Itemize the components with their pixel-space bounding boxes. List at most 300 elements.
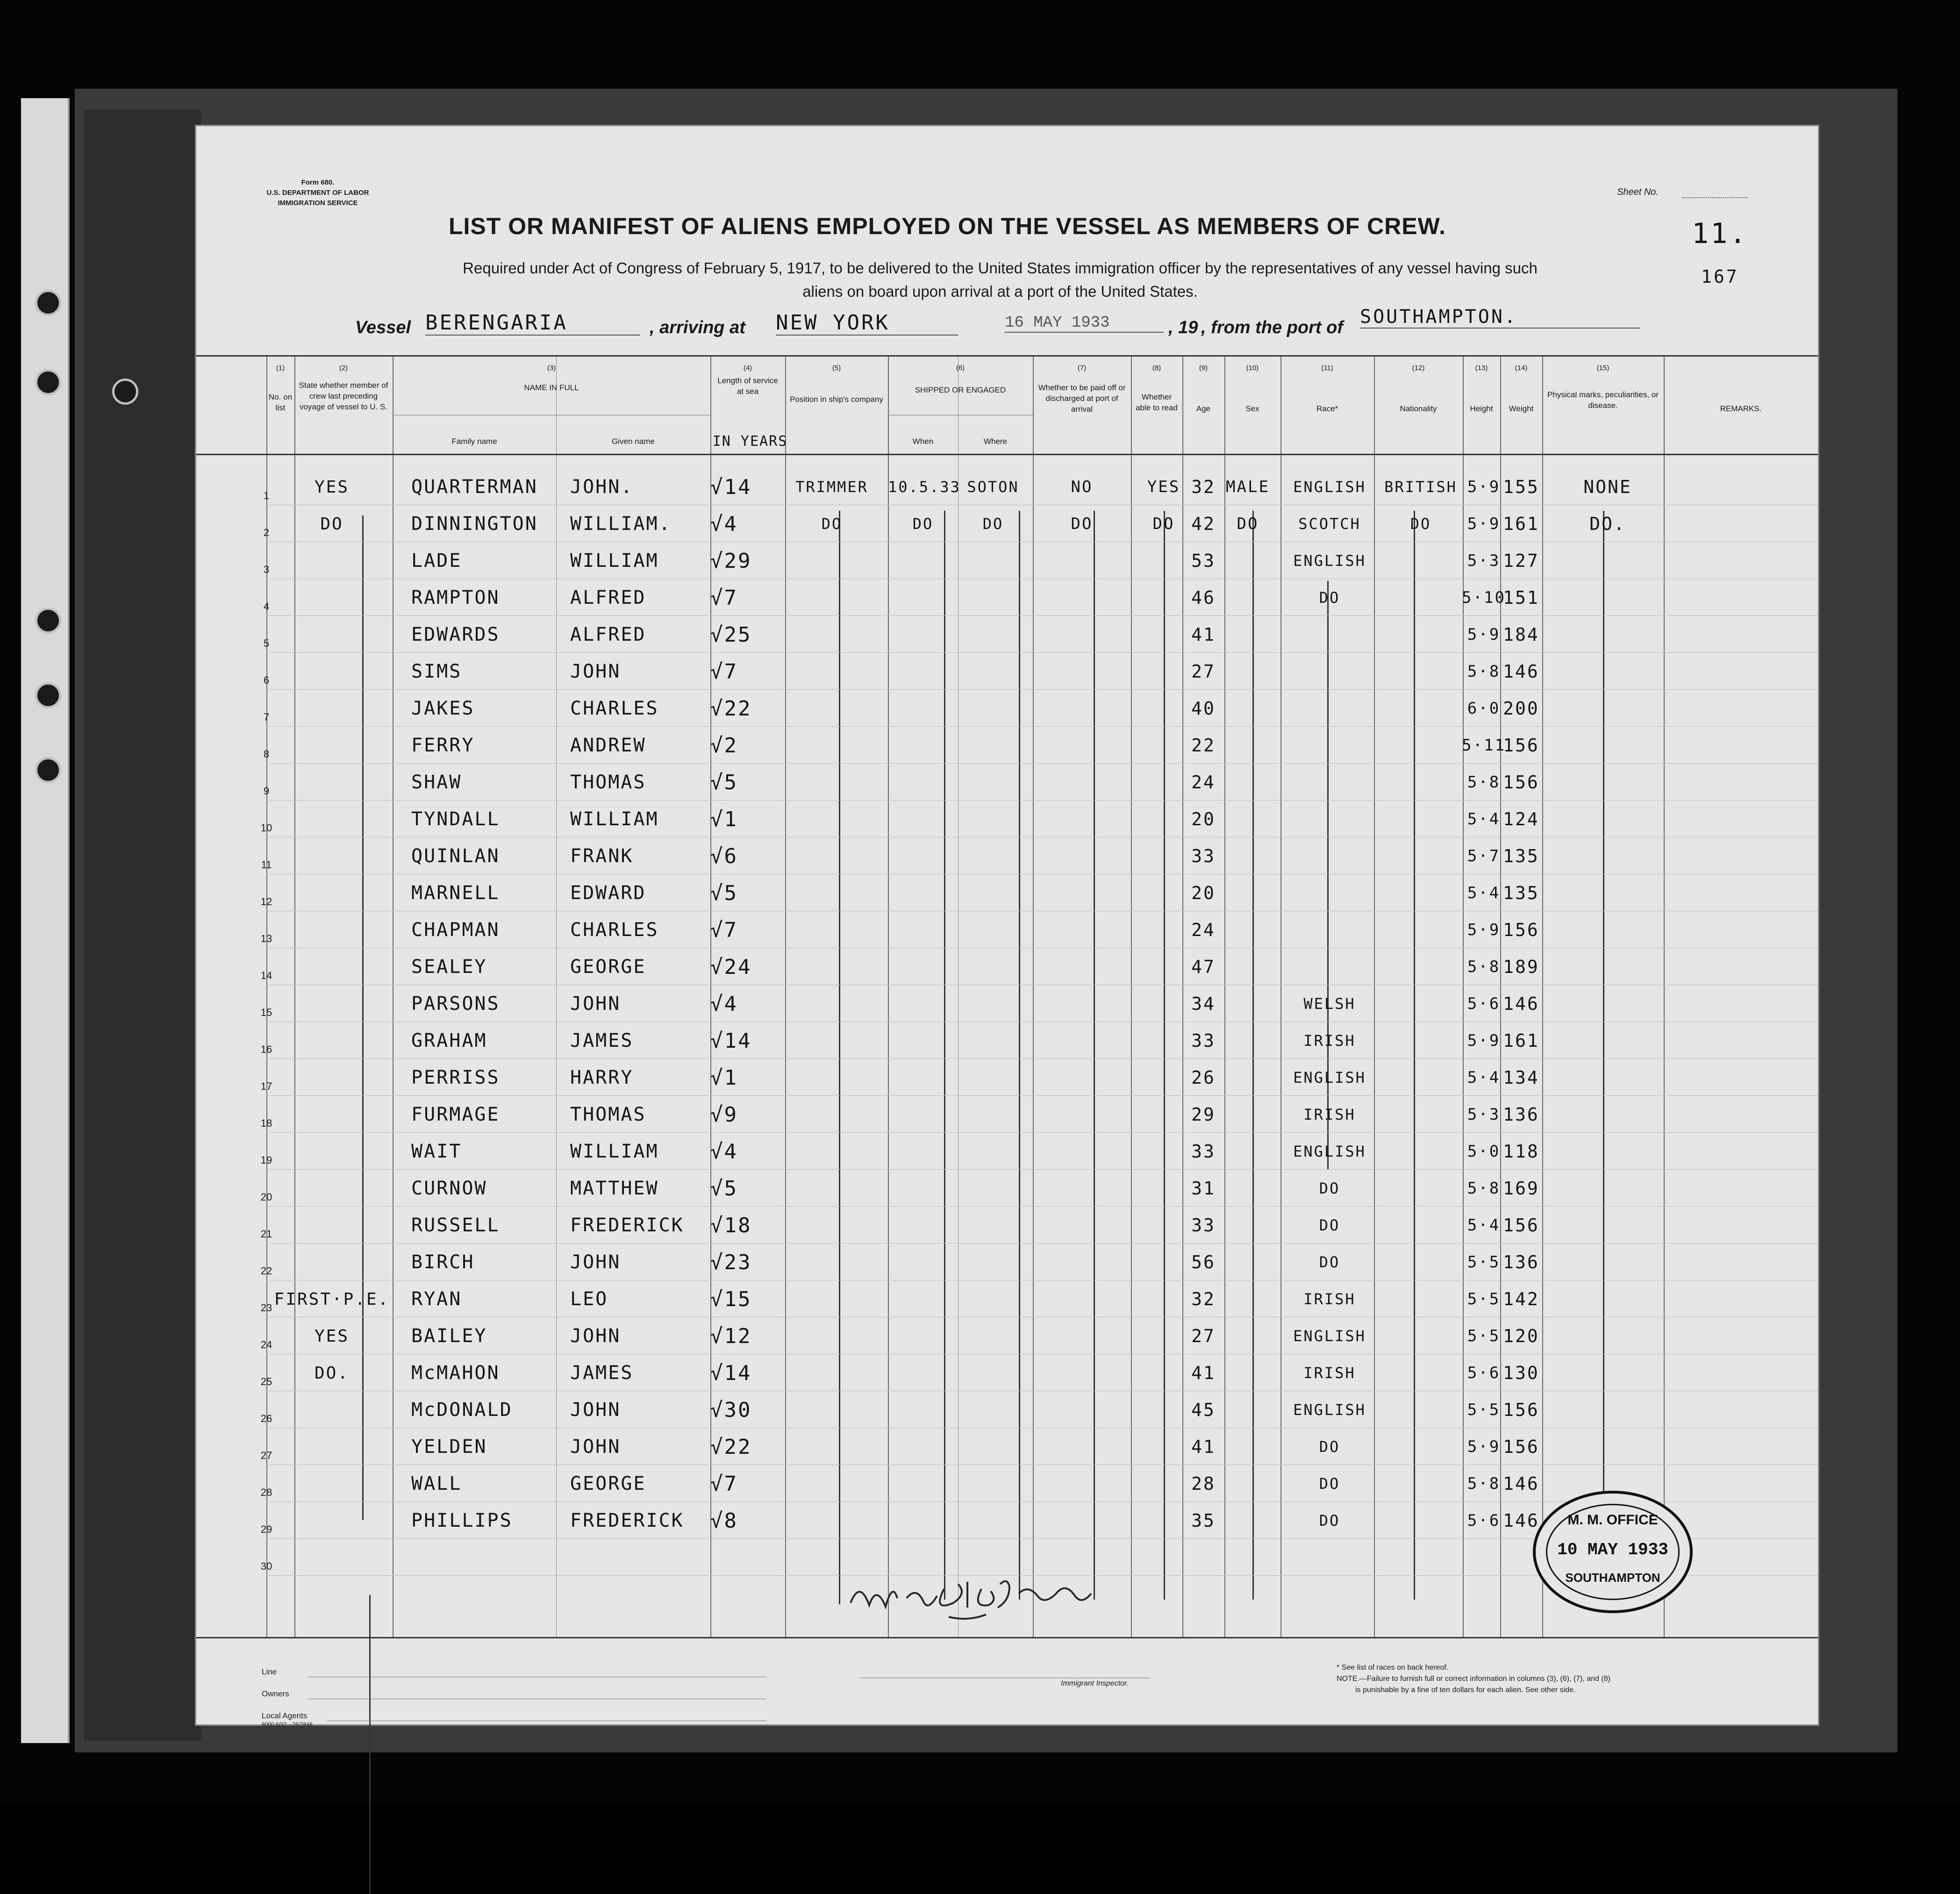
table-row (196, 1318, 1818, 1355)
race-cell (1280, 949, 1379, 986)
service-length-cell: √30 (710, 1398, 752, 1422)
row-number: 21 (260, 1228, 272, 1240)
ditto-mark-line (369, 1595, 371, 1894)
column-number: (11) (1321, 364, 1333, 372)
nationality-cell: BRITISH (1384, 478, 1457, 496)
crew-status-cell (271, 727, 393, 764)
header-length-of-service: Length of service at sea (717, 376, 778, 396)
crew-status-cell (271, 1465, 393, 1502)
header-nationality: Nationality (1400, 404, 1437, 413)
race-cell: ENGLISH (1293, 552, 1366, 570)
table-row (196, 949, 1818, 986)
sex-cell: MALE (1226, 478, 1270, 496)
row-number: 18 (260, 1117, 272, 1129)
age-cell: 24 (1191, 772, 1216, 793)
family-name-cell: WAIT (411, 1141, 462, 1162)
crew-status-cell (271, 1207, 393, 1244)
arriving-label: , arriving at (650, 318, 745, 337)
crew-status-cell (271, 1170, 393, 1207)
service-length-cell: √7 (710, 918, 738, 942)
table-row (196, 1429, 1818, 1465)
row-number: 4 (263, 600, 270, 612)
service-length-cell: √4 (710, 512, 738, 536)
given-name-cell: THOMAS (570, 772, 646, 793)
given-name-cell: CHARLES (570, 919, 659, 941)
physical-marks-cell: NONE (1583, 477, 1632, 497)
table-row (196, 838, 1818, 875)
penalty-note-1: NOTE.—Failure to furnish full or correct information in columns (3), (6), (7), and (8) (1337, 1675, 1610, 1683)
rear-sheet (84, 110, 201, 1741)
table-row (196, 543, 1818, 579)
height-cell: 5·4 (1467, 884, 1501, 902)
service-length-cell: √14 (710, 475, 752, 499)
paid-off-cell: NO (1071, 478, 1093, 496)
height-cell: 5·10 (1462, 588, 1506, 607)
height-cell: 5·6 (1467, 994, 1501, 1013)
stamp-date: 10 MAY 1933 (1557, 1540, 1668, 1559)
header-physical-marks: Physical marks, peculiarities, or disease. (1547, 390, 1659, 410)
crew-status-cell: YES (314, 478, 350, 497)
age-cell: 33 (1191, 1141, 1216, 1162)
engaged-where-cell: DO (982, 515, 1004, 533)
crew-status-cell (271, 801, 393, 838)
weight-cell: 184 (1503, 624, 1539, 645)
height-cell: 5·7 (1467, 847, 1501, 865)
given-name-cell: LEO (570, 1288, 608, 1310)
family-name-cell: TYNDALL (411, 808, 500, 830)
age-cell: 41 (1191, 624, 1216, 645)
row-number: 1 (263, 490, 270, 501)
race-cell: IRISH (1303, 1032, 1356, 1050)
table-row (196, 764, 1818, 801)
given-name-cell: GEORGE (570, 1473, 646, 1494)
age-cell: 33 (1191, 846, 1216, 866)
race-cell: WELSH (1303, 995, 1356, 1013)
given-name-cell: WILLIAM. (570, 513, 672, 535)
service-length-cell: √14 (710, 1029, 752, 1053)
physical-marks-cell: DO. (1589, 514, 1626, 534)
family-name-cell: JAKES (411, 698, 475, 719)
row-number: 25 (260, 1376, 272, 1387)
mm-office-stamp (1533, 1491, 1693, 1613)
table-row (196, 1059, 1818, 1096)
header-crew-last-voyage: State whether member of crew last preceding voyage of vessel to U. S. (299, 381, 388, 411)
age-cell: 40 (1191, 698, 1216, 719)
family-name-cell: LADE (411, 550, 462, 572)
weight-cell: 169 (1503, 1178, 1539, 1199)
from-port-label: , from the port of (1201, 318, 1343, 337)
header-when: When (912, 437, 934, 446)
given-name-cell: ALFRED (570, 624, 646, 645)
age-cell: 26 (1191, 1067, 1216, 1088)
weight-cell: 135 (1503, 883, 1539, 903)
header-no-on-list: No. on list (268, 393, 293, 412)
able-to-read-cell: YES (1147, 478, 1180, 496)
race-cell: SCOTCH (1298, 515, 1361, 533)
row-number: 22 (260, 1265, 272, 1277)
race-cell (1280, 764, 1379, 801)
family-name-cell: GRAHAM (411, 1030, 487, 1051)
race-cell (1280, 875, 1379, 912)
crew-status-cell (271, 1502, 393, 1539)
header-length-handwritten: IN YEARS (712, 433, 788, 450)
height-cell: 5·9 (1467, 921, 1501, 939)
table-row (196, 616, 1818, 653)
weight-cell: 130 (1503, 1363, 1539, 1383)
weight-cell: 156 (1503, 1437, 1539, 1457)
column-number: (15) (1596, 364, 1609, 372)
column-number: (1) (276, 364, 285, 372)
weight-cell: 156 (1503, 772, 1539, 793)
inspector-label: Immigrant Inspector. (1061, 1680, 1129, 1687)
service-length-cell: √24 (710, 955, 752, 979)
age-cell: 32 (1191, 477, 1216, 497)
header-given-name: Given name (612, 437, 655, 446)
row-number: 29 (260, 1523, 272, 1535)
binder-hole (35, 369, 61, 395)
family-name-cell: RYAN (411, 1288, 462, 1310)
weight-cell: 155 (1503, 477, 1539, 497)
service-length-cell: √1 (710, 808, 738, 831)
given-name-cell: ALFRED (570, 587, 646, 608)
binder-hole (112, 379, 138, 405)
header-paid-off: Whether to be paid off or discharged at port of arrival (1038, 383, 1126, 414)
age-cell: 47 (1191, 957, 1216, 977)
race-cell: IRISH (1303, 1364, 1356, 1382)
position-cell: TRIMMER (795, 478, 868, 496)
row-number: 3 (263, 564, 270, 575)
age-cell: 31 (1191, 1178, 1216, 1199)
family-name-cell: CHAPMAN (411, 919, 500, 941)
row-number: 6 (263, 674, 270, 686)
service-length-cell: √1 (710, 1066, 738, 1090)
age-cell: 28 (1191, 1473, 1216, 1494)
handwritten-sheet-number: 11. (1692, 217, 1748, 250)
from-port: SOUTHAMPTON. (1360, 306, 1640, 329)
position-cell: DO (821, 515, 843, 533)
header-race: Race* (1316, 404, 1338, 413)
given-name-cell: CHARLES (570, 698, 659, 719)
column-number: (12) (1412, 364, 1425, 372)
age-cell: 20 (1191, 883, 1216, 903)
page-title: LIST OR MANIFEST OF ALIENS EMPLOYED ON THE VESSEL AS MEMBERS OF CREW. (449, 213, 1446, 239)
weight-cell: 161 (1503, 514, 1539, 534)
family-name-cell: SIMS (411, 661, 462, 682)
header-bottom-rule (196, 454, 1818, 455)
race-cell (1280, 838, 1379, 875)
weight-cell: 151 (1503, 587, 1539, 608)
crew-status-cell (271, 543, 393, 579)
column-number: (4) (743, 364, 752, 372)
table-row (196, 1022, 1818, 1059)
crew-status-cell: YES (314, 1327, 350, 1346)
binder-hole (35, 682, 61, 708)
weight-cell: 146 (1503, 993, 1539, 1014)
row-number: 7 (263, 711, 270, 723)
age-cell: 32 (1191, 1289, 1216, 1309)
table-row (196, 1133, 1818, 1170)
row-number: 12 (260, 896, 272, 908)
table-row (196, 801, 1818, 838)
table-row (196, 653, 1818, 690)
stamp-bottom-text: SOUTHAMPTON (1565, 1571, 1660, 1585)
service-length-cell: √22 (710, 1435, 752, 1459)
crew-table (196, 355, 1818, 1638)
given-name-cell: EDWARD (570, 882, 646, 904)
binder-strip (21, 98, 70, 1743)
family-name-cell: MARNELL (411, 882, 500, 904)
given-name-cell: GEORGE (570, 956, 646, 978)
weight-cell: 146 (1503, 661, 1539, 682)
height-cell: 5·8 (1467, 662, 1501, 681)
weight-cell: 146 (1503, 1510, 1539, 1531)
service-length-cell: √4 (710, 992, 738, 1016)
family-name-cell: PARSONS (411, 993, 500, 1015)
height-cell: 6·0 (1467, 699, 1501, 718)
service-length-cell: √6 (710, 844, 738, 868)
age-cell: 33 (1191, 1215, 1216, 1236)
weight-cell: 156 (1503, 735, 1539, 756)
height-cell: 5·8 (1467, 1474, 1501, 1493)
given-name-cell: JOHN (570, 1436, 621, 1458)
given-name-cell: FRANK (570, 845, 634, 867)
family-name-cell: RAMPTON (411, 587, 500, 608)
height-cell: 5·8 (1467, 773, 1501, 792)
family-name-cell: SEALEY (411, 956, 487, 978)
age-cell: 34 (1191, 993, 1216, 1014)
age-cell: 27 (1191, 1326, 1216, 1346)
table-row (196, 875, 1818, 912)
age-cell: 29 (1191, 1104, 1216, 1125)
header-remarks: REMARKS. (1720, 404, 1762, 413)
service-length-cell: √9 (710, 1103, 738, 1127)
family-name-cell: YELDEN (411, 1436, 487, 1458)
family-name-cell: QUINLAN (411, 845, 500, 867)
form-header (243, 178, 393, 208)
age-cell: 53 (1191, 550, 1216, 571)
header-age: Age (1196, 404, 1211, 413)
given-name-cell: JOHN (570, 1251, 621, 1273)
form-number: Form 680. (301, 179, 335, 186)
paid-off-cell: DO (1071, 515, 1093, 533)
given-name-cell: JOHN. (570, 476, 634, 498)
crew-status-cell (271, 579, 393, 616)
header-able-to-read: Whether able to read (1136, 393, 1178, 412)
column-number: (13) (1475, 364, 1488, 372)
binder-hole (35, 290, 61, 316)
race-cell: DO (1319, 1179, 1340, 1197)
height-cell: 5·5 (1467, 1290, 1501, 1308)
race-cell: DO (1319, 1438, 1340, 1456)
row-number: 19 (260, 1154, 272, 1166)
given-name-cell: JOHN (570, 1325, 621, 1347)
header-where: Where (983, 437, 1008, 446)
given-name-cell: WILLIAM (570, 808, 659, 830)
service-length-cell: √7 (710, 660, 738, 684)
weight-cell: 189 (1503, 957, 1539, 977)
service-length-cell: √2 (710, 734, 738, 758)
header-shipped-or-engaged: SHIPPED OR ENGAGED (915, 386, 1006, 394)
given-name-cell (570, 1539, 724, 1576)
races-note: * See list of races on back hereof. (1337, 1664, 1449, 1672)
weight-cell: 136 (1503, 1104, 1539, 1125)
crew-status-cell (271, 690, 393, 727)
family-name-cell: McDONALD (411, 1399, 513, 1421)
race-cell: DO (1319, 1475, 1340, 1493)
row-number: 14 (260, 970, 272, 981)
race-cell (1280, 1539, 1379, 1576)
race-cell: ENGLISH (1293, 1143, 1366, 1160)
header-name-in-full: NAME IN FULL (524, 383, 579, 392)
service-length-cell: √7 (710, 586, 738, 610)
weight-cell: 134 (1503, 1067, 1539, 1088)
family-name-cell: DINNINGTON (411, 513, 538, 535)
height-cell: 5·4 (1467, 1216, 1501, 1235)
given-name-cell: FREDERICK (570, 1215, 684, 1236)
sheet-no-label: Sheet No. (1617, 187, 1659, 197)
crew-status-cell: DO (320, 515, 343, 534)
row-number: 9 (263, 785, 270, 797)
weight-cell: 156 (1503, 1215, 1539, 1236)
header-sex: Sex (1245, 404, 1259, 413)
row-number: 13 (260, 933, 272, 944)
column-number: (5) (832, 364, 841, 372)
weight-cell: 118 (1503, 1141, 1539, 1162)
row-number: 11 (261, 859, 272, 871)
age-cell: 46 (1191, 587, 1216, 608)
given-name-cell: FREDERICK (570, 1510, 684, 1531)
table-row (196, 912, 1818, 949)
weight-cell: 156 (1503, 1400, 1539, 1420)
row-number: 27 (260, 1450, 272, 1461)
service-length-cell: √5 (710, 881, 738, 905)
race-cell (1280, 801, 1379, 838)
height-cell: 5·9 (1467, 1031, 1501, 1050)
column-number: (8) (1152, 364, 1161, 372)
service-name: IMMIGRATION SERVICE (278, 199, 358, 207)
given-name-cell: JOHN (570, 661, 621, 682)
table-row (196, 1355, 1818, 1392)
service-length-cell: √4 (710, 1140, 738, 1164)
race-cell (1280, 912, 1379, 949)
race-cell (1280, 653, 1379, 690)
year-label: , 19 (1168, 318, 1198, 337)
crew-status-cell (271, 1539, 393, 1576)
table-row (196, 1244, 1818, 1281)
family-name-cell: RUSSELL (411, 1215, 500, 1236)
row-number: 20 (260, 1191, 272, 1203)
crew-status-cell (271, 1133, 393, 1170)
given-name-cell: JAMES (570, 1362, 634, 1384)
given-name-cell: JOHN (570, 993, 621, 1015)
height-cell: 5·3 (1467, 1105, 1501, 1124)
row-number: 10 (260, 822, 272, 834)
vessel-name: BERENGARIA (425, 311, 640, 336)
age-cell: 24 (1191, 920, 1216, 940)
family-name-cell: McMAHON (411, 1362, 500, 1384)
sheet-no-line (1682, 197, 1748, 198)
family-name-cell: QUARTERMAN (411, 476, 538, 498)
race-cell: ENGLISH (1293, 478, 1366, 496)
family-name-cell: BAILEY (411, 1325, 487, 1347)
given-name-cell: HARRY (570, 1067, 634, 1088)
column-number: (6) (956, 364, 965, 372)
table-row (196, 1281, 1818, 1318)
age-cell: 27 (1191, 661, 1216, 682)
age-cell (1175, 1539, 1231, 1576)
race-cell: DO (1319, 1253, 1340, 1271)
inspector-signature (841, 1570, 1131, 1626)
nationality-cell: DO (1410, 515, 1431, 533)
column-number: (9) (1199, 364, 1208, 372)
table-row (196, 1170, 1818, 1207)
service-length-cell: √23 (710, 1251, 752, 1274)
header-weight: Weight (1509, 404, 1534, 413)
weight-cell: 146 (1503, 1473, 1539, 1494)
manifest-page (196, 126, 1818, 1728)
table-row (196, 690, 1818, 727)
column-number: (3) (547, 364, 556, 372)
given-name-cell: WILLIAM (570, 550, 659, 572)
service-length-cell: √12 (710, 1324, 752, 1348)
height-cell: 5·4 (1467, 810, 1501, 829)
age-cell: 33 (1191, 1030, 1216, 1051)
family-name-cell: PHILLIPS (411, 1510, 513, 1531)
table-row (196, 1207, 1818, 1244)
line-label: Line (262, 1667, 277, 1676)
owners-label: Owners (262, 1689, 289, 1698)
row-number: 26 (260, 1413, 272, 1424)
arrival-date-stamp: 16 MAY 1933 (1005, 314, 1164, 333)
table-row (196, 986, 1818, 1022)
height-cell: 5·9 (1467, 625, 1501, 644)
row-number: 17 (260, 1080, 272, 1092)
race-cell (1280, 690, 1379, 727)
crew-status-cell (271, 653, 393, 690)
table-row (196, 1392, 1818, 1429)
crew-status-cell (271, 1429, 393, 1465)
row-number: 15 (260, 1007, 272, 1018)
given-name-cell: ANDREW (570, 735, 646, 756)
weight-cell: 142 (1503, 1289, 1539, 1309)
family-name-cell: PERRISS (411, 1067, 500, 1088)
row-number: 2 (263, 527, 270, 538)
table-row (196, 1465, 1818, 1502)
height-cell: 5·0 (1467, 1142, 1501, 1161)
service-length-cell: √8 (710, 1509, 738, 1533)
given-name-cell: THOMAS (570, 1104, 646, 1125)
age-cell: 56 (1191, 1252, 1216, 1272)
service-length-cell: √5 (710, 1177, 738, 1201)
crew-status-cell: FIRST·P.E. (274, 1290, 390, 1309)
table-row (196, 469, 1818, 506)
crew-status-cell (271, 1022, 393, 1059)
family-name-cell: CURNOW (411, 1178, 487, 1199)
service-length-cell: √15 (710, 1287, 752, 1311)
family-name-cell: SHAW (411, 772, 462, 793)
weight-cell: 161 (1503, 1030, 1539, 1051)
table-row (196, 727, 1818, 764)
service-length-cell: √5 (710, 771, 738, 794)
weight-cell: 200 (1503, 698, 1539, 719)
weight-cell: 136 (1503, 1252, 1539, 1272)
handwritten-page-number: 167 (1701, 266, 1739, 287)
given-name-cell: JOHN (570, 1399, 621, 1421)
age-cell: 22 (1191, 735, 1216, 756)
row-number: 23 (260, 1302, 272, 1314)
header-family-name: Family name (451, 437, 497, 446)
crew-status-cell (271, 986, 393, 1022)
